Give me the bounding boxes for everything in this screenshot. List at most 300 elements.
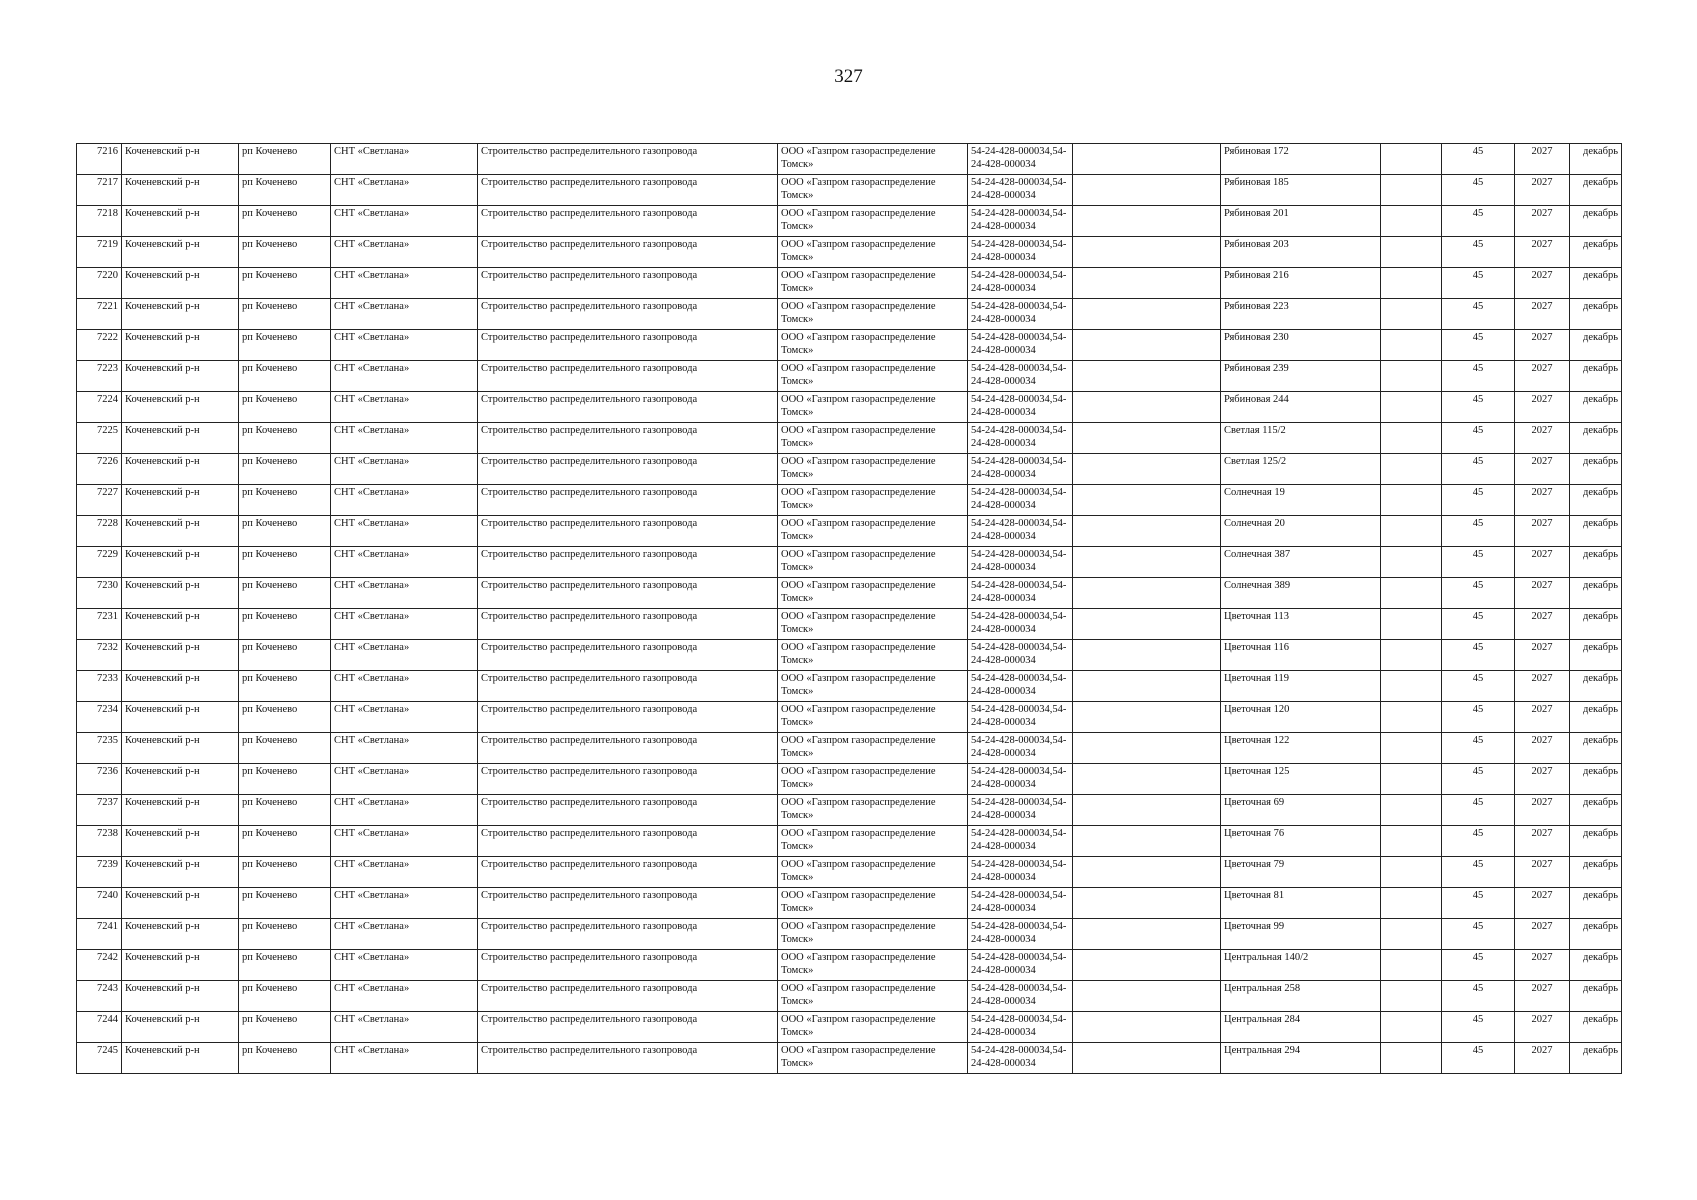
- table-row: [77, 609, 1622, 640]
- cell-year: 2027: [1515, 578, 1570, 609]
- cell-district: Коченевский р-н: [122, 206, 239, 237]
- cell-snt: СНТ «Светлана»: [331, 268, 478, 299]
- cell-settlement: рп Коченево: [239, 1012, 331, 1043]
- cell-month: декабрь: [1570, 1043, 1622, 1074]
- cell-work-type: Строительство распределительного газопровода: [478, 144, 778, 175]
- table-row: [77, 144, 1622, 175]
- table-row: [77, 485, 1622, 516]
- cell-empty: [1381, 423, 1442, 454]
- cell-address: Солнечная 19: [1221, 485, 1381, 516]
- cell-settlement: рп Коченево: [239, 702, 331, 733]
- cell-empty: [1381, 919, 1442, 950]
- cell-cadastral-code: 54-24-428-000034,54-24-428-000034: [968, 485, 1073, 516]
- cell-year: 2027: [1515, 919, 1570, 950]
- cell-organization: ООО «Газпром газораспределение Томск»: [778, 454, 968, 485]
- cell-month: декабрь: [1570, 826, 1622, 857]
- cell-work-type: Строительство распределительного газопровода: [478, 299, 778, 330]
- cell-work-type: Строительство распределительного газопровода: [478, 950, 778, 981]
- cell-empty: [1073, 702, 1221, 733]
- cell-empty: [1073, 671, 1221, 702]
- cell-snt: СНТ «Светлана»: [331, 1012, 478, 1043]
- table-row: [77, 547, 1622, 578]
- cell-work-type: Строительство распределительного газопровода: [478, 919, 778, 950]
- cell-cadastral-code: 54-24-428-000034,54-24-428-000034: [968, 826, 1073, 857]
- table-row: [77, 857, 1622, 888]
- table-row: [77, 206, 1622, 237]
- cell-cadastral-code: 54-24-428-000034,54-24-428-000034: [968, 981, 1073, 1012]
- cell-number: 7234: [77, 702, 122, 733]
- cell-month: декабрь: [1570, 640, 1622, 671]
- cell-address: Центральная 140/2: [1221, 950, 1381, 981]
- cell-work-type: Строительство распределительного газопровода: [478, 640, 778, 671]
- cell-value: 45: [1442, 888, 1515, 919]
- cell-snt: СНТ «Светлана»: [331, 516, 478, 547]
- cell-cadastral-code: 54-24-428-000034,54-24-428-000034: [968, 237, 1073, 268]
- cell-snt: СНТ «Светлана»: [331, 733, 478, 764]
- cell-snt: СНТ «Светлана»: [331, 237, 478, 268]
- cell-empty: [1073, 485, 1221, 516]
- cell-number: 7222: [77, 330, 122, 361]
- cell-work-type: Строительство распределительного газопровода: [478, 702, 778, 733]
- cell-cadastral-code: 54-24-428-000034,54-24-428-000034: [968, 268, 1073, 299]
- cell-year: 2027: [1515, 175, 1570, 206]
- cell-address: Цветочная 125: [1221, 764, 1381, 795]
- cell-work-type: Строительство распределительного газопровода: [478, 764, 778, 795]
- cell-address: Цветочная 99: [1221, 919, 1381, 950]
- cell-month: декабрь: [1570, 981, 1622, 1012]
- cell-year: 2027: [1515, 516, 1570, 547]
- cell-empty: [1073, 733, 1221, 764]
- cell-district: Коченевский р-н: [122, 919, 239, 950]
- cell-number: 7225: [77, 423, 122, 454]
- cell-cadastral-code: 54-24-428-000034,54-24-428-000034: [968, 392, 1073, 423]
- cell-cadastral-code: 54-24-428-000034,54-24-428-000034: [968, 330, 1073, 361]
- cell-year: 2027: [1515, 392, 1570, 423]
- cell-settlement: рп Коченево: [239, 392, 331, 423]
- cell-empty: [1073, 1012, 1221, 1043]
- cell-empty: [1381, 826, 1442, 857]
- cell-number: 7232: [77, 640, 122, 671]
- cell-empty: [1073, 640, 1221, 671]
- cell-cadastral-code: 54-24-428-000034,54-24-428-000034: [968, 888, 1073, 919]
- cell-organization: ООО «Газпром газораспределение Томск»: [778, 206, 968, 237]
- cell-settlement: рп Коченево: [239, 175, 331, 206]
- cell-district: Коченевский р-н: [122, 578, 239, 609]
- cell-work-type: Строительство распределительного газопровода: [478, 857, 778, 888]
- cell-address: Светлая 125/2: [1221, 454, 1381, 485]
- cell-number: 7230: [77, 578, 122, 609]
- cell-cadastral-code: 54-24-428-000034,54-24-428-000034: [968, 950, 1073, 981]
- cell-address: Цветочная 113: [1221, 609, 1381, 640]
- cell-number: 7220: [77, 268, 122, 299]
- cell-value: 45: [1442, 516, 1515, 547]
- cell-district: Коченевский р-н: [122, 671, 239, 702]
- cell-number: 7239: [77, 857, 122, 888]
- cell-empty: [1073, 423, 1221, 454]
- cell-year: 2027: [1515, 144, 1570, 175]
- cell-address: Цветочная 79: [1221, 857, 1381, 888]
- cell-cadastral-code: 54-24-428-000034,54-24-428-000034: [968, 733, 1073, 764]
- cell-month: декабрь: [1570, 671, 1622, 702]
- cell-number: 7243: [77, 981, 122, 1012]
- cell-snt: СНТ «Светлана»: [331, 423, 478, 454]
- cell-number: 7235: [77, 733, 122, 764]
- cell-work-type: Строительство распределительного газопровода: [478, 330, 778, 361]
- cell-snt: СНТ «Светлана»: [331, 392, 478, 423]
- cell-address: Центральная 294: [1221, 1043, 1381, 1074]
- cell-district: Коченевский р-н: [122, 454, 239, 485]
- cell-snt: СНТ «Светлана»: [331, 299, 478, 330]
- table-row: [77, 950, 1622, 981]
- cell-empty: [1073, 330, 1221, 361]
- cell-number: 7240: [77, 888, 122, 919]
- cell-settlement: рп Коченево: [239, 516, 331, 547]
- cell-settlement: рп Коченево: [239, 733, 331, 764]
- cell-organization: ООО «Газпром газораспределение Томск»: [778, 392, 968, 423]
- cell-month: декабрь: [1570, 609, 1622, 640]
- cell-district: Коченевский р-н: [122, 795, 239, 826]
- cell-district: Коченевский р-н: [122, 237, 239, 268]
- cell-value: 45: [1442, 671, 1515, 702]
- cell-work-type: Строительство распределительного газопровода: [478, 206, 778, 237]
- cell-year: 2027: [1515, 1012, 1570, 1043]
- cell-month: декабрь: [1570, 299, 1622, 330]
- cell-snt: СНТ «Светлана»: [331, 795, 478, 826]
- table-row: [77, 981, 1622, 1012]
- cell-work-type: Строительство распределительного газопровода: [478, 795, 778, 826]
- cell-value: 45: [1442, 237, 1515, 268]
- cell-settlement: рп Коченево: [239, 764, 331, 795]
- cell-settlement: рп Коченево: [239, 361, 331, 392]
- cell-value: 45: [1442, 330, 1515, 361]
- cell-empty: [1381, 392, 1442, 423]
- cell-empty: [1381, 1043, 1442, 1074]
- cell-empty: [1073, 268, 1221, 299]
- cell-district: Коченевский р-н: [122, 640, 239, 671]
- cell-cadastral-code: 54-24-428-000034,54-24-428-000034: [968, 144, 1073, 175]
- cell-organization: ООО «Газпром газораспределение Томск»: [778, 857, 968, 888]
- cell-settlement: рп Коченево: [239, 268, 331, 299]
- cell-cadastral-code: 54-24-428-000034,54-24-428-000034: [968, 1012, 1073, 1043]
- cell-month: декабрь: [1570, 547, 1622, 578]
- cell-cadastral-code: 54-24-428-000034,54-24-428-000034: [968, 547, 1073, 578]
- cell-year: 2027: [1515, 1043, 1570, 1074]
- cell-district: Коченевский р-н: [122, 361, 239, 392]
- cell-settlement: рп Коченево: [239, 857, 331, 888]
- cell-empty: [1073, 609, 1221, 640]
- cell-address: Светлая 115/2: [1221, 423, 1381, 454]
- cell-organization: ООО «Газпром газораспределение Томск»: [778, 795, 968, 826]
- cell-month: декабрь: [1570, 857, 1622, 888]
- cell-empty: [1381, 950, 1442, 981]
- cell-value: 45: [1442, 175, 1515, 206]
- cell-empty: [1381, 454, 1442, 485]
- cell-district: Коченевский р-н: [122, 888, 239, 919]
- cell-snt: СНТ «Светлана»: [331, 547, 478, 578]
- cell-year: 2027: [1515, 299, 1570, 330]
- cell-empty: [1381, 237, 1442, 268]
- cell-address: Цветочная 116: [1221, 640, 1381, 671]
- cell-month: декабрь: [1570, 1012, 1622, 1043]
- table-row: [77, 640, 1622, 671]
- cell-cadastral-code: 54-24-428-000034,54-24-428-000034: [968, 206, 1073, 237]
- table-body: [77, 144, 1622, 1074]
- cell-snt: СНТ «Светлана»: [331, 702, 478, 733]
- table-row: [77, 423, 1622, 454]
- cell-organization: ООО «Газпром газораспределение Томск»: [778, 330, 968, 361]
- cell-snt: СНТ «Светлана»: [331, 485, 478, 516]
- cell-cadastral-code: 54-24-428-000034,54-24-428-000034: [968, 919, 1073, 950]
- cell-value: 45: [1442, 1043, 1515, 1074]
- cell-number: 7229: [77, 547, 122, 578]
- cell-organization: ООО «Газпром газораспределение Томск»: [778, 981, 968, 1012]
- cell-empty: [1073, 392, 1221, 423]
- table-row: [77, 516, 1622, 547]
- cell-work-type: Строительство распределительного газопровода: [478, 485, 778, 516]
- cell-address: Рябиновая 239: [1221, 361, 1381, 392]
- cell-value: 45: [1442, 609, 1515, 640]
- cell-number: 7241: [77, 919, 122, 950]
- cell-work-type: Строительство распределительного газопровода: [478, 671, 778, 702]
- cell-empty: [1073, 1043, 1221, 1074]
- cell-organization: ООО «Газпром газораспределение Томск»: [778, 826, 968, 857]
- cell-organization: ООО «Газпром газораспределение Томск»: [778, 547, 968, 578]
- cell-number: 7237: [77, 795, 122, 826]
- cell-work-type: Строительство распределительного газопровода: [478, 981, 778, 1012]
- cell-organization: ООО «Газпром газораспределение Томск»: [778, 423, 968, 454]
- cell-year: 2027: [1515, 206, 1570, 237]
- cell-month: декабрь: [1570, 578, 1622, 609]
- cell-value: 45: [1442, 950, 1515, 981]
- cell-work-type: Строительство распределительного газопровода: [478, 516, 778, 547]
- table-row: [77, 454, 1622, 485]
- cell-empty: [1073, 981, 1221, 1012]
- cell-cadastral-code: 54-24-428-000034,54-24-428-000034: [968, 578, 1073, 609]
- cell-organization: ООО «Газпром газораспределение Томск»: [778, 888, 968, 919]
- cell-empty: [1073, 578, 1221, 609]
- cell-empty: [1073, 516, 1221, 547]
- cell-number: 7233: [77, 671, 122, 702]
- cell-month: декабрь: [1570, 237, 1622, 268]
- cell-month: декабрь: [1570, 144, 1622, 175]
- cell-empty: [1381, 144, 1442, 175]
- cell-district: Коченевский р-н: [122, 826, 239, 857]
- cell-work-type: Строительство распределительного газопровода: [478, 888, 778, 919]
- cell-organization: ООО «Газпром газораспределение Томск»: [778, 144, 968, 175]
- cell-empty: [1381, 547, 1442, 578]
- cell-settlement: рп Коченево: [239, 950, 331, 981]
- cell-district: Коченевский р-н: [122, 175, 239, 206]
- cell-empty: [1381, 578, 1442, 609]
- cell-district: Коченевский р-н: [122, 733, 239, 764]
- cell-empty: [1381, 733, 1442, 764]
- cell-empty: [1381, 330, 1442, 361]
- cell-year: 2027: [1515, 764, 1570, 795]
- cell-number: 7217: [77, 175, 122, 206]
- cell-district: Коченевский р-н: [122, 702, 239, 733]
- cell-settlement: рп Коченево: [239, 237, 331, 268]
- cell-empty: [1073, 206, 1221, 237]
- cell-empty: [1381, 857, 1442, 888]
- cell-year: 2027: [1515, 733, 1570, 764]
- cell-empty: [1073, 857, 1221, 888]
- cell-empty: [1381, 361, 1442, 392]
- cell-address: Солнечная 20: [1221, 516, 1381, 547]
- table-row: [77, 392, 1622, 423]
- cell-district: Коченевский р-н: [122, 423, 239, 454]
- cell-district: Коченевский р-н: [122, 764, 239, 795]
- cell-snt: СНТ «Светлана»: [331, 454, 478, 485]
- cell-address: Цветочная 119: [1221, 671, 1381, 702]
- cell-empty: [1381, 485, 1442, 516]
- cell-snt: СНТ «Светлана»: [331, 361, 478, 392]
- cell-value: 45: [1442, 299, 1515, 330]
- cell-value: 45: [1442, 733, 1515, 764]
- cell-month: декабрь: [1570, 330, 1622, 361]
- cell-snt: СНТ «Светлана»: [331, 1043, 478, 1074]
- cell-month: декабрь: [1570, 919, 1622, 950]
- cell-organization: ООО «Газпром газораспределение Томск»: [778, 1043, 968, 1074]
- cell-settlement: рп Коченево: [239, 144, 331, 175]
- cell-year: 2027: [1515, 857, 1570, 888]
- cell-month: декабрь: [1570, 950, 1622, 981]
- cell-month: декабрь: [1570, 454, 1622, 485]
- cell-year: 2027: [1515, 361, 1570, 392]
- cell-snt: СНТ «Светлана»: [331, 764, 478, 795]
- cell-address: Рябиновая 244: [1221, 392, 1381, 423]
- table-row: [77, 702, 1622, 733]
- cell-district: Коченевский р-н: [122, 516, 239, 547]
- cell-settlement: рп Коченево: [239, 981, 331, 1012]
- cell-organization: ООО «Газпром газораспределение Томск»: [778, 609, 968, 640]
- cell-year: 2027: [1515, 268, 1570, 299]
- table-row: [77, 578, 1622, 609]
- table-row: [77, 826, 1622, 857]
- cell-month: декабрь: [1570, 888, 1622, 919]
- table-row: [77, 888, 1622, 919]
- cell-empty: [1381, 175, 1442, 206]
- cell-empty: [1073, 950, 1221, 981]
- cell-snt: СНТ «Светлана»: [331, 950, 478, 981]
- cell-number: 7216: [77, 144, 122, 175]
- cell-value: 45: [1442, 981, 1515, 1012]
- registry-table: [76, 143, 1622, 1074]
- cell-snt: СНТ «Светлана»: [331, 175, 478, 206]
- cell-settlement: рп Коченево: [239, 919, 331, 950]
- table-row: [77, 764, 1622, 795]
- cell-number: 7224: [77, 392, 122, 423]
- cell-year: 2027: [1515, 981, 1570, 1012]
- cell-settlement: рп Коченево: [239, 330, 331, 361]
- cell-value: 45: [1442, 268, 1515, 299]
- cell-value: 45: [1442, 206, 1515, 237]
- cell-settlement: рп Коченево: [239, 299, 331, 330]
- cell-number: 7245: [77, 1043, 122, 1074]
- cell-month: декабрь: [1570, 516, 1622, 547]
- cell-value: 45: [1442, 857, 1515, 888]
- cell-organization: ООО «Газпром газораспределение Томск»: [778, 671, 968, 702]
- cell-year: 2027: [1515, 950, 1570, 981]
- cell-empty: [1073, 144, 1221, 175]
- cell-cadastral-code: 54-24-428-000034,54-24-428-000034: [968, 423, 1073, 454]
- cell-value: 45: [1442, 547, 1515, 578]
- cell-work-type: Строительство распределительного газопровода: [478, 609, 778, 640]
- cell-work-type: Строительство распределительного газопровода: [478, 423, 778, 454]
- cell-organization: ООО «Газпром газораспределение Томск»: [778, 919, 968, 950]
- cell-empty: [1381, 609, 1442, 640]
- cell-address: Рябиновая 201: [1221, 206, 1381, 237]
- cell-district: Коченевский р-н: [122, 1043, 239, 1074]
- cell-value: 45: [1442, 1012, 1515, 1043]
- cell-month: декабрь: [1570, 206, 1622, 237]
- cell-number: 7236: [77, 764, 122, 795]
- cell-empty: [1073, 361, 1221, 392]
- cell-empty: [1073, 175, 1221, 206]
- cell-year: 2027: [1515, 330, 1570, 361]
- cell-empty: [1381, 671, 1442, 702]
- cell-empty: [1381, 640, 1442, 671]
- cell-work-type: Строительство распределительного газопровода: [478, 392, 778, 423]
- table-row: [77, 1043, 1622, 1074]
- cell-year: 2027: [1515, 671, 1570, 702]
- cell-empty: [1073, 919, 1221, 950]
- cell-value: 45: [1442, 454, 1515, 485]
- cell-month: декабрь: [1570, 268, 1622, 299]
- cell-work-type: Строительство распределительного газопровода: [478, 826, 778, 857]
- cell-cadastral-code: 54-24-428-000034,54-24-428-000034: [968, 702, 1073, 733]
- cell-address: Цветочная 81: [1221, 888, 1381, 919]
- cell-empty: [1381, 795, 1442, 826]
- cell-year: 2027: [1515, 888, 1570, 919]
- cell-district: Коченевский р-н: [122, 485, 239, 516]
- cell-work-type: Строительство распределительного газопровода: [478, 547, 778, 578]
- table-row: [77, 919, 1622, 950]
- cell-work-type: Строительство распределительного газопровода: [478, 454, 778, 485]
- cell-empty: [1073, 888, 1221, 919]
- cell-empty: [1073, 237, 1221, 268]
- cell-district: Коченевский р-н: [122, 144, 239, 175]
- cell-district: Коченевский р-н: [122, 950, 239, 981]
- cell-organization: ООО «Газпром газораспределение Томск»: [778, 702, 968, 733]
- cell-empty: [1073, 547, 1221, 578]
- cell-address: Цветочная 122: [1221, 733, 1381, 764]
- cell-value: 45: [1442, 702, 1515, 733]
- cell-year: 2027: [1515, 609, 1570, 640]
- table-row: [77, 330, 1622, 361]
- cell-work-type: Строительство распределительного газопровода: [478, 268, 778, 299]
- cell-address: Рябиновая 185: [1221, 175, 1381, 206]
- cell-work-type: Строительство распределительного газопровода: [478, 1012, 778, 1043]
- cell-district: Коченевский р-н: [122, 1012, 239, 1043]
- cell-snt: СНТ «Светлана»: [331, 981, 478, 1012]
- cell-cadastral-code: 54-24-428-000034,54-24-428-000034: [968, 857, 1073, 888]
- cell-empty: [1381, 888, 1442, 919]
- cell-district: Коченевский р-н: [122, 330, 239, 361]
- cell-address: Рябиновая 230: [1221, 330, 1381, 361]
- cell-snt: СНТ «Светлана»: [331, 578, 478, 609]
- cell-month: декабрь: [1570, 423, 1622, 454]
- cell-empty: [1381, 981, 1442, 1012]
- cell-settlement: рп Коченево: [239, 454, 331, 485]
- cell-settlement: рп Коченево: [239, 888, 331, 919]
- cell-value: 45: [1442, 392, 1515, 423]
- cell-empty: [1381, 299, 1442, 330]
- cell-address: Рябиновая 172: [1221, 144, 1381, 175]
- cell-empty: [1073, 795, 1221, 826]
- cell-district: Коченевский р-н: [122, 547, 239, 578]
- cell-cadastral-code: 54-24-428-000034,54-24-428-000034: [968, 640, 1073, 671]
- cell-work-type: Строительство распределительного газопровода: [478, 578, 778, 609]
